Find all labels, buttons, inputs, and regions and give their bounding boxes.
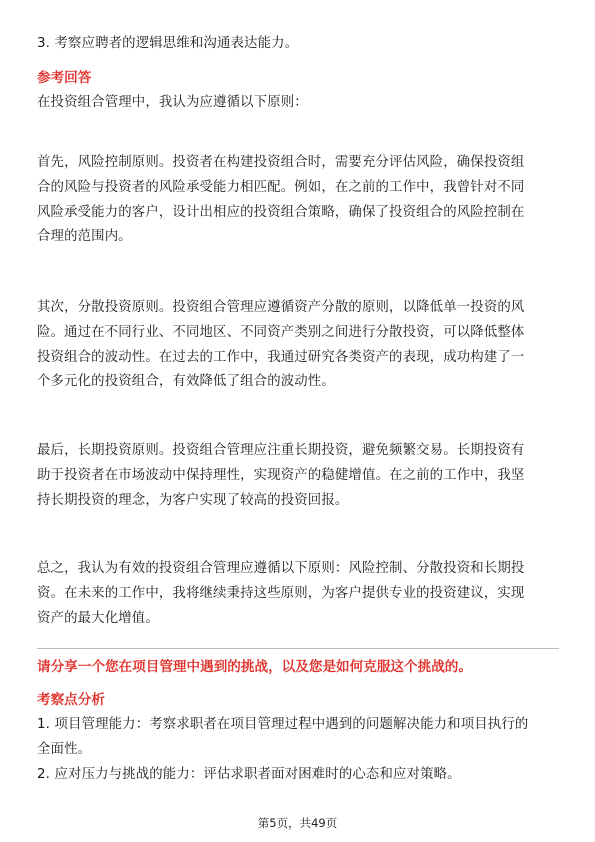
answer-paragraph-4 bbox=[37, 557, 524, 631]
paragraph-line: 持长期投资的理念，为客户实现了较高的投资回报。 bbox=[37, 492, 349, 508]
paragraph-line: 助于投资者在市场波动中保持理性，实现资产的稳健增值。在之前的工作中，我坚 bbox=[37, 467, 525, 483]
reference-answer-heading: 参考回答 bbox=[37, 70, 92, 86]
answer-opening: 在投资组合管理中，我认为应遵循以下原则： bbox=[37, 95, 308, 110]
intro-point: 3. 考察应聘者的逻辑思维和沟通表达能力。 bbox=[37, 36, 299, 51]
answer-paragraph-1 bbox=[37, 151, 524, 250]
paragraph-line: 合理的范围内。 bbox=[37, 229, 132, 245]
analysis-heading: 考察点分析 bbox=[37, 692, 105, 708]
paragraph-line: 投资组合的波动性。在过去的工作中，我通过研究各类资产的表现，成功构建了一 bbox=[37, 349, 525, 365]
paragraph-line: 资。在未来的工作中，我将继续秉持这些原则，为客户提供专业的投资建议，实现 bbox=[37, 585, 525, 601]
paragraph-line: 首先，风险控制原则。投资者在构建投资组合时，需要充分评估风险，确保投资组 bbox=[37, 155, 525, 170]
analysis-point: 2. 应对压力与挑战的能力：评估求职者面对困难时的心态和应对策略。 bbox=[37, 766, 461, 782]
question-title: 请分享一个您在项目管理中遇到的挑战，以及您是如何克服这个挑战的。 bbox=[37, 659, 472, 675]
paragraph-line: 最后，长期投资原则。投资组合管理应注重长期投资，避免频繁交易。长期投资有 bbox=[37, 443, 525, 458]
answer-paragraph-2 bbox=[37, 296, 524, 395]
paragraph-line: 其次，分散投资原则。投资组合管理应遵循资产分散的原则，以降低单一投资的风 bbox=[37, 300, 525, 315]
answer-paragraph-3 bbox=[37, 439, 524, 513]
analysis-point: 全面性。 bbox=[37, 741, 92, 757]
paragraph-line: 险。通过在不同行业、不同地区、不同资产类别之间进行分散投资，可以降低整体 bbox=[37, 324, 525, 340]
paragraph-line: 个多元化的投资组合，有效降低了组合的波动性。 bbox=[37, 374, 335, 390]
paragraph-line: 合的风险与投资者的风险承受能力相匹配。例如，在之前的工作中，我曾针对不同 bbox=[37, 179, 525, 195]
section-divider bbox=[37, 648, 559, 649]
paragraph-line: 风险承受能力的客户，设计出相应的投资组合策略，确保了投资组合的风险控制在 bbox=[37, 204, 525, 220]
page-number: 第5页，共49页 bbox=[257, 816, 338, 830]
analysis-points bbox=[37, 713, 528, 787]
paragraph-line: 资产的最大化增值。 bbox=[37, 610, 159, 626]
analysis-point: 1. 项目管理能力：考察求职者在项目管理过程中遇到的问题解决能力和项目执行的 bbox=[37, 717, 529, 732]
paragraph-line: 总之，我认为有效的投资组合管理应遵循以下原则：风险控制、分散投资和长期投 bbox=[37, 561, 525, 576]
